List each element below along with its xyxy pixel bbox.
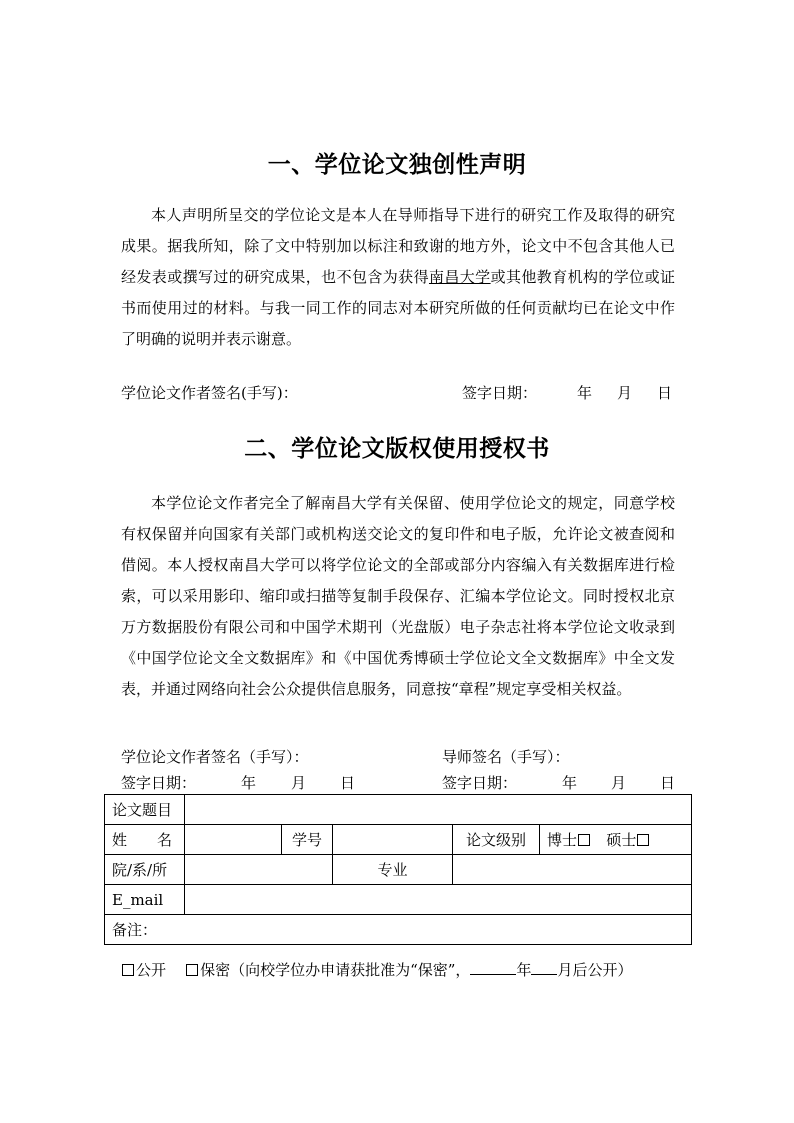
email-label: E_mail [105,885,185,915]
remarks-label: 备注： [112,921,158,939]
major-label: 专业 [333,855,453,885]
copyright-authorization-text: 本学位论文作者完全了解南昌大学有关保留、使用学位论文的规定，同意学校有权保留并向国家有关部门或机构送交论文的复印件和电子版，允许论文被查阅和借阅。本人授权南昌大学可以将学位论文的全部或部分内容编入有关数据库进行检索，可以采用影印、缩印或扫描等复制手段保存、汇编本学位论文。同时授权北京万方数据股份有限公司和中国学术期刊（光盘版）电子杂志社将本学位论文收录到《中国学位论文全文数据库》和《中国优秀博硕士学位论文全文数据库》中全文发表，并通过网络向社会公众提供信息服务，同意按“章程”规定享受相关权益。 [121,494,675,698]
secret-checkbox[interactable] [186,964,198,976]
university-name: 南昌大学 [428,268,491,286]
department-field[interactable] [185,855,333,885]
doctor-checkbox[interactable] [578,834,590,846]
day-label: 日 [657,384,673,402]
public-checkbox[interactable] [122,964,134,976]
student-id-field[interactable] [333,825,453,855]
advisor-month-label: 月 [611,774,627,792]
footer-month-after-label: 月后公开） [557,961,633,979]
thesis-level-options [540,825,692,855]
year-label: 年 [577,384,593,402]
master-checkbox[interactable] [637,834,649,846]
statement-text-b: 或其他教育机构的学位或证书而使用过的材料。与我一同工作的同志对本研究所做的任何贡献均已在论文中作了明确的说明并表示谢意。 [121,268,675,348]
author-year-label: 年 [241,774,257,792]
author-sign-label-2: 学位论文作者签名（手写）： [121,748,309,766]
secret-years-blank[interactable] [470,960,516,975]
table-row-email [105,885,692,915]
department-label: 院/系/所 [105,855,185,885]
name-field[interactable] [185,825,282,855]
author-day-label: 日 [340,774,356,792]
major-field[interactable] [453,855,692,885]
thesis-info-table [104,794,692,945]
doctor-label: 博士 [547,831,578,849]
student-id-label: 学号 [282,825,333,855]
table-row-department [105,855,692,885]
email-field[interactable] [185,885,692,915]
advisor-day-label: 日 [660,774,676,792]
confidentiality-options [121,960,632,980]
thesis-level-label: 论文级别 [453,825,540,855]
thesis-title-field[interactable] [185,795,692,825]
thesis-title-label: 论文题目 [105,795,185,825]
footer-year-label: 年 [516,961,532,979]
author-month-label: 月 [291,774,307,792]
month-label: 月 [617,384,633,402]
master-label: 硕士 [606,831,637,849]
advisor-sign-label: 导师签名（手写）： [442,748,570,766]
table-row-title [105,795,692,825]
table-row-name [105,825,692,855]
section1-title: 一、学位论文独创性声明 [267,152,527,178]
table-row-remarks [105,915,692,945]
remarks-field[interactable] [105,915,692,945]
name-label: 姓 名 [105,825,185,855]
author-sign-label: 学位论文作者签名(手写)： [121,384,298,402]
originality-statement [121,200,675,355]
advisor-year-label: 年 [562,774,578,792]
public-label: 公开 [136,961,167,979]
statement-text-a: 本人声明所呈交的学位论文是本人在导师指导下进行的研究工作及取得的研究成果。据我所知，除了文中特别加以标注和致谢的地方外，论文中不包含其他人已经发表或撰写过的研究成果，也不包含为获得 [121,206,675,286]
section2-title: 二、学位论文版权使用授权书 [244,436,550,462]
sign-date-label: 签字日期： [462,384,538,402]
advisor-date-label: 签字日期： [442,774,518,792]
secret-label: 保密（向校学位办申请获批准为“保密”， [200,961,471,979]
author-date-label: 签字日期： [121,774,197,792]
secret-months-blank[interactable] [531,960,557,975]
